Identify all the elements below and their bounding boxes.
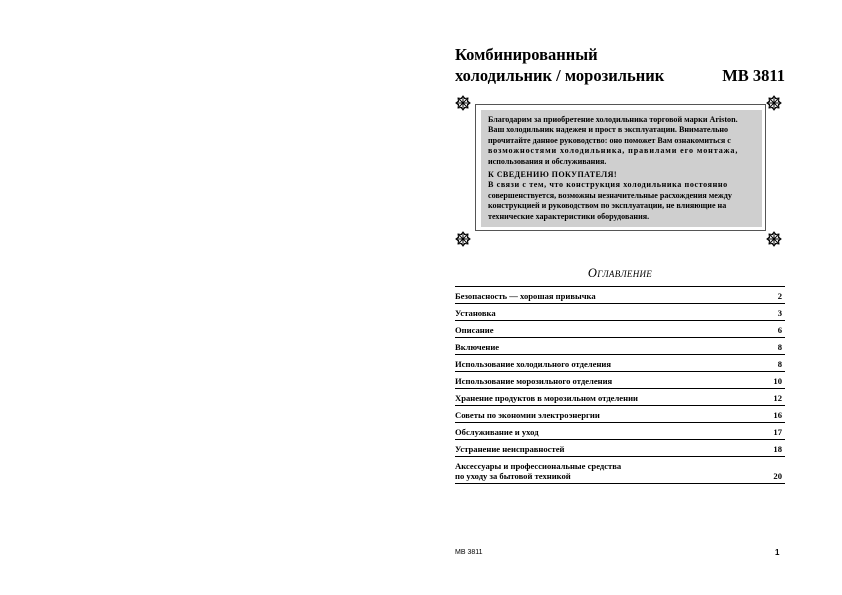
toc-label: Описание <box>455 325 494 335</box>
toc-page: 20 <box>773 471 782 481</box>
attention-line: технические характеристики оборудования. <box>488 211 650 221</box>
attention-line: совершенствуется, возможны незначительные расхождения между <box>488 190 732 200</box>
toc-label: Установка <box>455 308 496 318</box>
toc-row[interactable] <box>455 389 785 406</box>
toc-row[interactable] <box>455 338 785 355</box>
snowflake-icon <box>766 231 782 247</box>
title-line-1: Комбинированный <box>455 45 598 64</box>
toc-label: Советы по экономии электроэнергии <box>455 410 600 420</box>
toc-row[interactable] <box>455 406 785 423</box>
intro-line: Благодарим за приобретение холодильника торговой марки Ariston. <box>488 115 738 124</box>
snowflake-icon <box>455 231 471 247</box>
model-number: MB 3811 <box>722 66 785 85</box>
toc-page: 18 <box>773 444 782 454</box>
toc-page: 6 <box>777 325 782 335</box>
toc-label: Обслуживание и уход <box>455 427 539 437</box>
attention-line: конструкцией и руководством по эксплуатации, не влияющие на <box>488 201 727 211</box>
toc-row[interactable] <box>455 457 785 484</box>
title-line-2 <box>455 65 785 86</box>
document-title <box>455 44 785 86</box>
footer-model: MB 3811 <box>455 549 483 556</box>
snowflake-icon <box>455 95 471 111</box>
toc-label: Включение <box>455 342 500 352</box>
notice-box <box>481 110 762 227</box>
toc-page: 8 <box>777 342 782 352</box>
toc-label: Использование холодильного отделения <box>455 359 611 369</box>
toc-row[interactable] <box>455 440 785 457</box>
toc-row[interactable] <box>455 355 785 372</box>
toc-label: Устранение неисправностей <box>455 444 565 454</box>
intro-line: Ваш холодильник надежен и прост в эксплуатации. Внимательно <box>488 125 729 135</box>
attention-heading: К СВЕДЕНИЮ ПОКУПАТЕЛЯ! <box>488 170 617 180</box>
snowflake-icon <box>766 95 782 111</box>
intro-line: использования и обслуживания. <box>488 156 607 166</box>
toc-row[interactable] <box>455 321 785 338</box>
intro-line: возможностями холодильника, правилами его монтажа, <box>488 146 739 156</box>
toc-row[interactable] <box>455 304 785 321</box>
toc-page: 2 <box>777 291 782 301</box>
toc-page: 16 <box>773 410 782 420</box>
toc-page: 3 <box>777 308 782 318</box>
title-subtitle: холодильник / морозильник <box>455 66 665 85</box>
toc-page: 12 <box>773 393 782 403</box>
notice-frame <box>475 104 766 231</box>
intro-line: прочитайте данное руководство: оно поможет Вам ознакомиться с <box>488 135 731 145</box>
toc-label: Хранение продуктов в морозильном отделении <box>455 393 638 403</box>
toc-label: Аксессуары и профессиональные средства по уходу за бытовой техникой <box>455 461 622 481</box>
toc-row[interactable] <box>455 372 785 389</box>
toc-page: 10 <box>773 376 782 386</box>
table-of-contents <box>455 286 785 484</box>
customer-notice <box>455 95 785 247</box>
toc-label: Безопасность — хорошая привычка <box>455 291 596 301</box>
toc-row[interactable] <box>455 287 785 304</box>
page-number: 1 <box>775 548 780 557</box>
toc-page: 8 <box>777 359 782 369</box>
toc-row[interactable] <box>455 423 785 440</box>
attention-line: В связи с тем, что конструкция холодильника постоянно <box>488 180 728 190</box>
toc-label: Использование морозильного отделения <box>455 376 613 386</box>
toc-page: 17 <box>773 427 782 437</box>
toc-heading: Оглавление <box>587 266 653 280</box>
